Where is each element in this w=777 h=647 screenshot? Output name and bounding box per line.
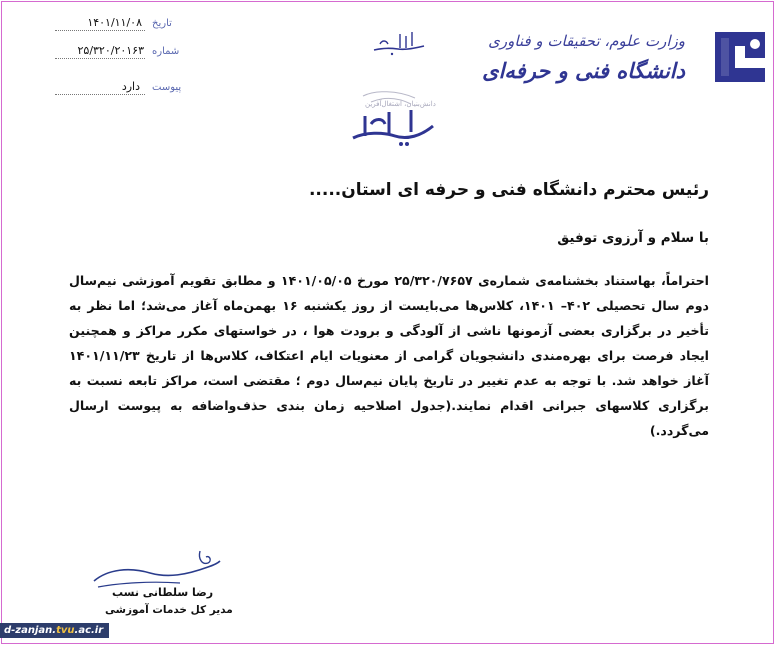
meta-date-row xyxy=(0,16,200,32)
signatory-title: مدیر کل خدمات آموزشی xyxy=(105,604,233,616)
watermark-suffix: .ac.ir xyxy=(74,625,104,636)
university-name: دانشگاه فنی و حرفه‌ای xyxy=(482,58,685,83)
meta-date-value: ۱۴۰۱/۱۱/۰۸ xyxy=(87,16,142,29)
letter-addressee: رئیس محترم دانشگاه فنی و حرفه ای استان..... xyxy=(308,180,709,200)
meta-attachment-value: دارد xyxy=(121,80,140,93)
meta-attachment-row xyxy=(0,80,200,96)
meta-number-value: ۲۵/۳۲۰/۲۰۱۶۳ xyxy=(77,44,144,57)
meta-date-label: تاریخ xyxy=(152,18,172,29)
basmala-calligraphy xyxy=(370,28,428,58)
university-logo-icon xyxy=(707,24,773,90)
letter-greeting: با سلام و آرزوی توفیق xyxy=(557,230,709,246)
meta-date-dots xyxy=(55,30,145,31)
slogan-sub-text: دانش‌بنیان، اشتغال‌آفرین xyxy=(365,100,436,108)
meta-number-dots xyxy=(55,58,145,59)
signatory-name: رضا سلطانی نسب xyxy=(112,586,214,599)
meta-attachment-label: پیوست xyxy=(152,82,182,93)
watermark-accent: tvu xyxy=(56,625,75,636)
meta-number-row xyxy=(0,44,200,60)
slogan-calligraphy xyxy=(345,88,440,148)
ministry-name: وزارت علوم، تحقیقات و فناوری xyxy=(488,32,685,50)
meta-number-label: شماره xyxy=(152,46,180,57)
meta-attachment-dots xyxy=(55,94,145,95)
watermark-prefix: d-zanjan. xyxy=(4,625,57,636)
letter-body: احتراماً، بهاستناد بخشنامه‌ی شماره‌ی ۲۵/۳۲۰/۷۶۵۷ مورخ ۱۴۰۱/۰۵/۰۵ و مطابق تقویم آموزشی نیم‌سال دوم سال تحصیلی ۴۰۲– ۱۴۰۱، کلاس‌ها می‌بایست از روز یکشنبه ۱۶ بهمن‌ماه آغاز می‌شد؛ اما نظر به تأخیر در برگزاری بعضی آزمونها ناشی از آلودگی و برودت هوا ، در خواستهای مکرر مراکز و همچنین ایجاد فرصت برای بهره‌مندی دانشجویان گرامی از معنویات ایام اعتکاف، کلاس‌ها از تاریخ ۱۴۰۱/۱۱/۲۳ آغاز خواهد شد. با توجه به عدم تغییر در تاریخ پایان نیم‌سال دوم ؛ مقتضی است، مراکز تابعه نسبت به برگزاری کلاسهای جبرانی اقدام نمایند.(جدول اصلاحیه زمان بندی حذف‌واضافه به پیوست ارسال می‌گردد.) xyxy=(69,273,710,438)
site-watermark xyxy=(0,623,109,638)
